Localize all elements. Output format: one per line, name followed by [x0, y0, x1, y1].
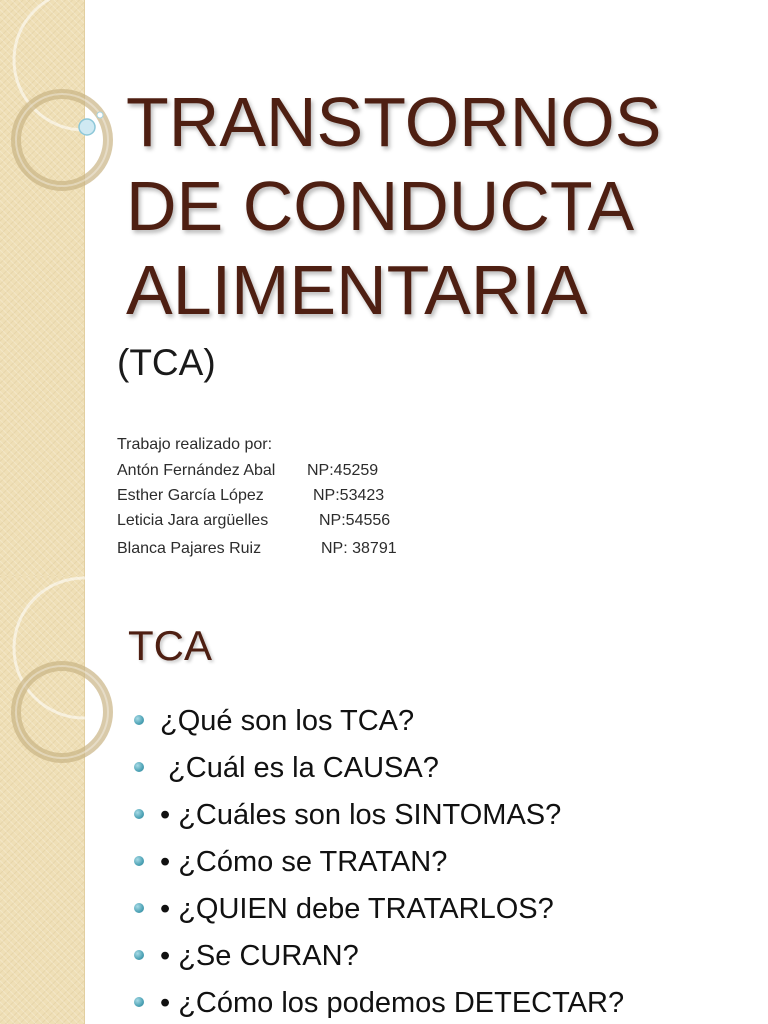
author-np: NP:45259 [307, 462, 379, 479]
bullet-dot-icon [134, 762, 144, 772]
author-name: Leticia Jara argüelles [117, 512, 269, 529]
slide-title: TCA [128, 622, 212, 669]
list-item [134, 839, 624, 886]
content-slide [0, 576, 768, 1024]
author-name: Blanca Pajares Ruiz [117, 540, 262, 557]
slide-title: TRANSTORNOS DE CONDUCTA ALIMENTARIA [126, 83, 662, 329]
author-row [117, 540, 397, 558]
author-row [117, 462, 379, 480]
list-item [134, 886, 624, 933]
list-item [134, 980, 624, 1024]
bullet-dot-icon [134, 903, 144, 913]
author-row [117, 512, 391, 530]
author-name: Antón Fernández Abal [117, 462, 276, 479]
decorative-rings-icon [0, 0, 140, 200]
bullet-dot-icon [134, 997, 144, 1007]
author-row [117, 487, 385, 505]
list-item-text: ¿Qué son los TCA? [160, 705, 415, 737]
list-item-text: • ¿Cómo los podemos DETECTAR? [160, 987, 625, 1019]
slide-subtitle: (TCA) [117, 342, 216, 383]
bullet-dot-icon [134, 950, 144, 960]
bullet-dot-icon [134, 809, 144, 819]
list-item [134, 933, 624, 980]
list-item [134, 698, 624, 745]
list-item [134, 745, 624, 792]
author-name: Esther García López [117, 487, 264, 504]
list-item-text: • ¿Cuáles son los SINTOMAS? [160, 799, 562, 831]
credits-label: Trabajo realizado por: [117, 436, 273, 453]
list-item-text: • ¿Se CURAN? [160, 940, 359, 972]
list-item-text: • ¿Cómo se TRATAN? [160, 846, 448, 878]
list-item [134, 792, 624, 839]
bullet-dot-icon [134, 715, 144, 725]
question-list [134, 698, 624, 1024]
list-item-text: ¿Cuál es la CAUSA? [160, 752, 439, 784]
author-np: NP:54556 [319, 512, 391, 529]
bullet-dot-icon [134, 856, 144, 866]
author-np: NP:53423 [313, 487, 385, 504]
decorative-rings-icon [0, 576, 140, 776]
author-np: NP: 38791 [321, 540, 397, 557]
list-item-text: • ¿QUIEN debe TRATARLOS? [160, 893, 554, 925]
